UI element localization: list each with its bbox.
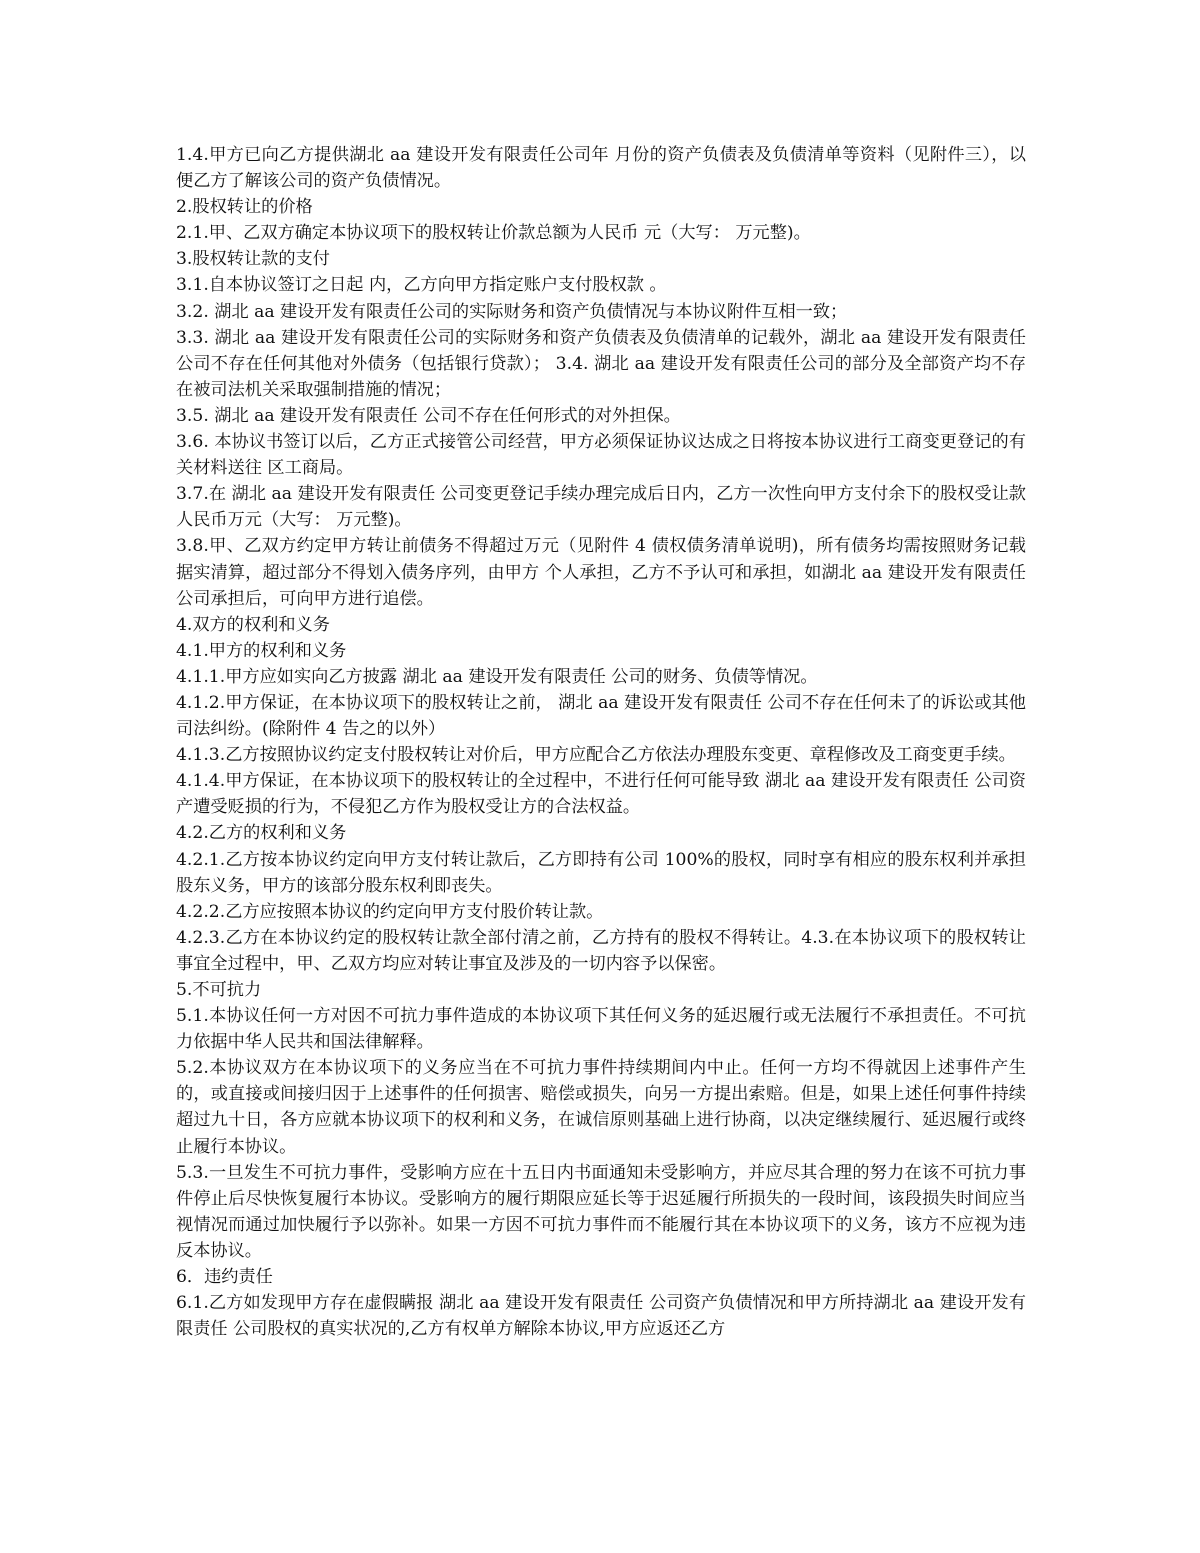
clause-3-6: 3.6. 本协议书签订以后，乙方正式接管公司经营，甲方必须保证协议达成之日将按本协议进行工商变更登记的有关材料送往 区工商局。: [176, 432, 1026, 479]
clause-5-2: 5.2.本协议双方在本协议项下的义务应当在不可抗力事件持续期间内中止。任何一方均不得就因上述事件产生的，或直接或间接归因于上述事件的任何损害、赔偿或损失，向另一方提出索赔。但是，如果上述任何事件持续超过九十日，各方应就本协议项下的权利和义务，在诚信原则基础上进行协商，以决定继续履行、延迟履行或终止履行本协议。: [176, 1058, 1026, 1157]
clause-3-1: 3.1.自本协议签订之日起 内，乙方向甲方指定账户支付股权款 。: [176, 275, 667, 296]
clause-3-3: 3.3. 湖北 aa 建设开发有限责任公司的实际财务和资产负债表及负债清单的记载外，湖北 aa 建设开发有限责任公司不存在任何其他对外债务（包括银行贷款）； 3.4. 湖北 aa 建设开发有限责任公司的部分及全部资产均不存在被司法机关采取强制措施的情况；: [176, 327, 1026, 400]
clause-3-2: 3.2. 湖北 aa 建设开发有限责任公司的实际财务和资产负债情况与本协议附件互相一致；: [176, 301, 848, 322]
clause-5-1: 5.1.本协议任何一方对因不可抗力事件造成的本协议项下其任何义务的延迟履行或无法履行不承担责任。不可抗力依据中华人民共和国法律解释。: [176, 1006, 1026, 1053]
clause-5-3: 5.3.一旦发生不可抗力事件，受影响方应在十五日内书面通知未受影响方，并应尽其合理的努力在该不可抗力事件停止后尽快恢复履行本协议。受影响方的履行期限应延长等于迟延履行所损失的一段时间，该段损失时间应当视情况而通过加快履行予以弥补。如果一方因不可抗力事件而不能履行其在本协议项下的义务，该方不应视为违反本协议。: [176, 1162, 1026, 1261]
clause-4-1-3: 4.1.3.乙方按照协议约定支付股权转让对价后，甲方应配合乙方依法办理股东变更、章程修改及工商变更手续。: [176, 745, 1016, 766]
clause-1-4: 1.4.甲方已向乙方提供湖北 aa 建设开发有限责任公司年 月份的资产负债表及负债清单等资料（见附件三），以便乙方了解该公司的资产负债情况。: [176, 145, 1026, 192]
clause-4-2-1: 4.2.1.乙方按本协议约定向甲方支付转让款后，乙方即持有公司 100%的股权，同时享有相应的股东权利并承担股东义务，甲方的该部分股东权利即丧失。: [176, 849, 1026, 896]
subsection-heading-4-1: 4.1.甲方的权利和义务: [176, 640, 347, 661]
clause-3-8: 3.8.甲、乙双方约定甲方转让前债务不得超过万元（见附件 4 债权债务清单说明)，所有债务均需按照财务记载据实清算，超过部分不得划入债务序列，由甲方 个人承担，乙方不予认可和承担，如湖北 aa 建设开发有限责任公司承担后，可向甲方进行追偿。: [176, 536, 1026, 609]
clause-2-1: 2.1.甲、乙双方确定本协议项下的股权转让价款总额为人民币 元（大写： 万元整)。: [176, 223, 811, 244]
section-heading-2: 2.股权转让的价格: [176, 197, 313, 218]
clause-4-2-3: 4.2.3.乙方在本协议约定的股权转让款全部付清之前，乙方持有的股权不得转让。4.3.在本协议项下的股权转让事宜全过程中，甲、乙双方均应对转让事宜及涉及的一切内容予以保密。: [176, 927, 1026, 974]
section-heading-6: 6．违约责任: [176, 1267, 273, 1288]
clause-3-7: 3.7.在 湖北 aa 建设开发有限责任 公司变更登记手续办理完成后日内，乙方一次性向甲方支付余下的股权受让款人民币万元（大写： 万元整)。: [176, 484, 1026, 531]
clause-4-1-4: 4.1.4.甲方保证，在本协议项下的股权转让的全过程中，不进行任何可能导致 湖北 aa 建设开发有限责任 公司资产遭受贬损的行为，不侵犯乙方作为股权受让方的合法权益。: [176, 771, 1026, 818]
section-heading-3: 3.股权转让款的支付: [176, 249, 330, 270]
section-heading-4: 4.双方的权利和义务: [176, 614, 330, 635]
section-heading-5: 5.不可抗力: [176, 980, 262, 1000]
subsection-heading-4-2: 4.2.乙方的权利和义务: [176, 823, 347, 844]
clause-3-5: 3.5. 湖北 aa 建设开发有限责任 公司不存在任何形式的对外担保。: [176, 405, 681, 426]
clause-4-2-2: 4.2.2.乙方应按照本协议的约定向甲方支付股价转让款。: [176, 901, 604, 922]
clause-4-1-2: 4.1.2.甲方保证，在本协议项下的股权转让之前， 湖北 aa 建设开发有限责任 公司不存在任何未了的诉讼或其他司法纠纷。(除附件 4 告之的以外）: [176, 692, 1026, 740]
clause-6-1: 6.1.乙方如发现甲方存在虚假瞒报 湖北 aa 建设开发有限责任 公司资产负债情况和甲方所持湖北 aa 建设开发有限责任 公司股权的真实状况的,乙方有权单方解除本协议,甲方应返还乙方: [176, 1293, 1026, 1340]
document-body: [176, 142, 1026, 1342]
clause-4-1-1: 4.1.1.甲方应如实向乙方披露 湖北 aa 建设开发有限责任 公司的财务、负债等情况。: [176, 666, 818, 687]
